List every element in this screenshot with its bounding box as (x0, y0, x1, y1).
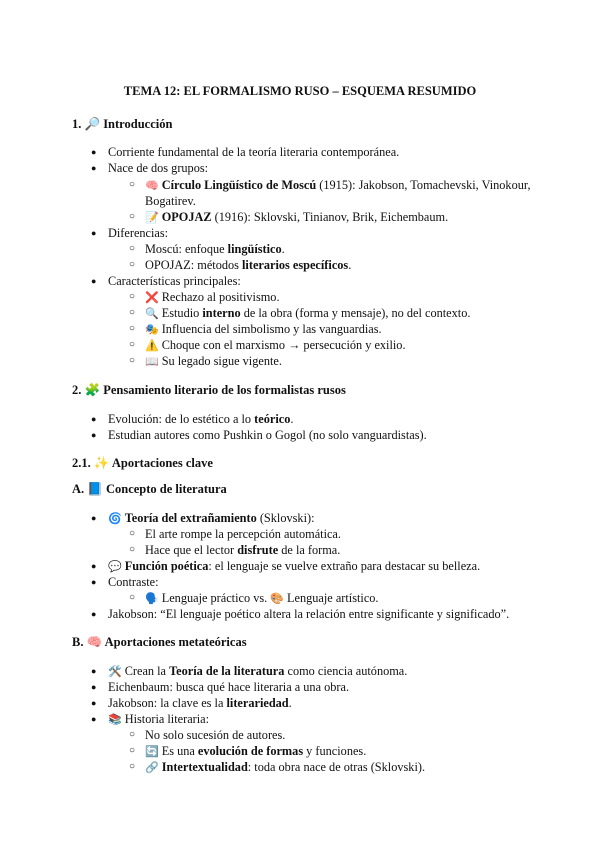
sub-bullet-icon: ○ (129, 307, 136, 318)
sub-bullet-icon: ○ (129, 323, 136, 334)
list-item: El arte rompe la percepción automática. (145, 527, 341, 541)
list-item-continuation: Bogatirev. (145, 194, 196, 208)
bullet-icon: ● (91, 513, 97, 523)
list-item: Corriente fundamental de la teoría literaria contemporánea. (108, 145, 400, 159)
speech-bubble-icon: 💬 (108, 561, 122, 573)
list-item: Hace que el lector disfrute de la forma. (145, 543, 341, 557)
sub-bullet-icon: ○ (129, 211, 136, 222)
bullet-icon: ● (91, 698, 97, 708)
book-icon: 📖 (145, 356, 159, 368)
section-2-heading: 2. 🧩 Pensamiento literario de los formalistas rusos (72, 383, 346, 397)
list-item: 🗣️ Lenguaje práctico vs. 🎨 Lenguaje artístico. (145, 591, 379, 605)
list-item: 📝 OPOJAZ (1916): Sklovski, Tinianov, Brik, Eichembaum. (145, 210, 449, 224)
bullet-icon: ● (91, 609, 97, 619)
list-item: Características principales: (108, 274, 241, 288)
tools-icon: 🛠️ (108, 666, 122, 678)
list-item: ❌ Rechazo al positivismo. (145, 290, 280, 304)
bullet-icon: ● (91, 276, 97, 286)
list-item: 🔄 Es una evolución de formas y funciones. (145, 744, 367, 758)
list-item: OPOJAZ: métodos literarios específicos. (145, 258, 352, 272)
cycle-arrows-icon: 🔄 (145, 746, 159, 758)
cross-mark-icon: ❌ (145, 292, 159, 304)
section-1-heading: 1. 🔎 Introducción (72, 117, 173, 131)
list-item: 🔗 Intertextualidad: toda obra nace de otras (Sklovski). (145, 760, 426, 774)
list-item: 🧠 Círculo Lingüístico de Moscú (1915): Jakobson, Tomachevski, Vinokour, (145, 178, 531, 192)
sub-bullet-icon: ○ (129, 729, 136, 740)
list-item: Eichenbaum: busca qué hace literaria a una obra. (108, 680, 350, 694)
list-item: 💬 Función poética: el lenguaje se vuelve extraño para destacar su belleza. (108, 559, 481, 573)
section-2-1-heading: 2.1. ✨ Aportaciones clave (72, 456, 213, 470)
bullet-icon: ● (91, 228, 97, 238)
list-item: 📖 Su legado sigue vigente. (145, 354, 282, 368)
list-item: 🌀 Teoría del extrañamiento (Sklovski): (108, 511, 315, 525)
spiral-icon: 🌀 (108, 513, 122, 525)
speaking-head-icon: 🗣️ (145, 593, 159, 605)
sub-bullet-icon: ○ (129, 761, 136, 772)
magnifier-icon: 🔍 (145, 308, 159, 320)
sub-bullet-icon: ○ (129, 745, 136, 756)
bullet-icon: ● (91, 414, 97, 424)
theater-masks-icon: 🎭 (145, 324, 159, 336)
bullet-icon: ● (91, 666, 97, 676)
list-item: 🎭 Influencia del simbolismo y las vanguardias. (145, 322, 382, 336)
list-item: No solo sucesión de autores. (145, 728, 286, 742)
bullet-icon: ● (91, 163, 97, 173)
bullet-icon: ● (91, 430, 97, 440)
sub-bullet-icon: ○ (129, 528, 136, 539)
sub-bullet-icon: ○ (129, 544, 136, 555)
sub-bullet-icon: ○ (129, 291, 136, 302)
sub-bullet-icon: ○ (129, 339, 136, 350)
sub-bullet-icon: ○ (129, 243, 136, 254)
list-item: Jakobson: “El lenguaje poético altera la relación entre significante y significado”. (108, 607, 510, 621)
list-item: 🔍 Estudio interno de la obra (forma y mensaje), no del contexto. (145, 306, 471, 320)
list-item: Estudian autores como Pushkin o Gogol (no solo vanguardistas). (108, 428, 427, 442)
list-item: Evolución: de lo estético a lo teórico. (108, 412, 294, 426)
memo-icon: 📝 (145, 212, 159, 224)
warning-icon: ⚠️ (145, 340, 159, 352)
bullet-icon: ● (91, 714, 97, 724)
list-item: Jakobson: la clave es la literariedad. (108, 696, 292, 710)
link-icon: 🔗 (145, 762, 159, 774)
palette-icon: 🎨 (270, 593, 284, 605)
sub-bullet-icon: ○ (129, 592, 136, 603)
list-item: Contraste: (108, 575, 159, 589)
sub-bullet-icon: ○ (129, 355, 136, 366)
books-icon: 📚 (108, 714, 122, 726)
list-item: 🛠️ Crean la Teoría de la literatura como ciencia autónoma. (108, 664, 408, 678)
sub-bullet-icon: ○ (129, 179, 136, 190)
page-title: TEMA 12: EL FORMALISMO RUSO – ESQUEMA RESUMIDO (123, 84, 477, 98)
bullet-icon: ● (91, 577, 97, 587)
section-b-heading: B. 🧠 Aportaciones metateóricas (72, 635, 247, 649)
brain-icon: 🧠 (145, 180, 159, 192)
list-item: ⚠️ Choque con el marxismo → persecución y exilio. (145, 338, 406, 352)
bullet-icon: ● (91, 147, 97, 157)
sub-bullet-icon: ○ (129, 259, 136, 270)
list-item: Nace de dos grupos: (108, 161, 209, 175)
list-item: 📚 Historia literaria: (108, 712, 210, 726)
list-item: Diferencias: (108, 226, 169, 240)
bullet-icon: ● (91, 561, 97, 571)
list-item: Moscú: enfoque lingüístico. (145, 242, 285, 256)
bullet-icon: ● (91, 682, 97, 692)
section-a-heading: A. 📘 Concepto de literatura (72, 482, 227, 496)
